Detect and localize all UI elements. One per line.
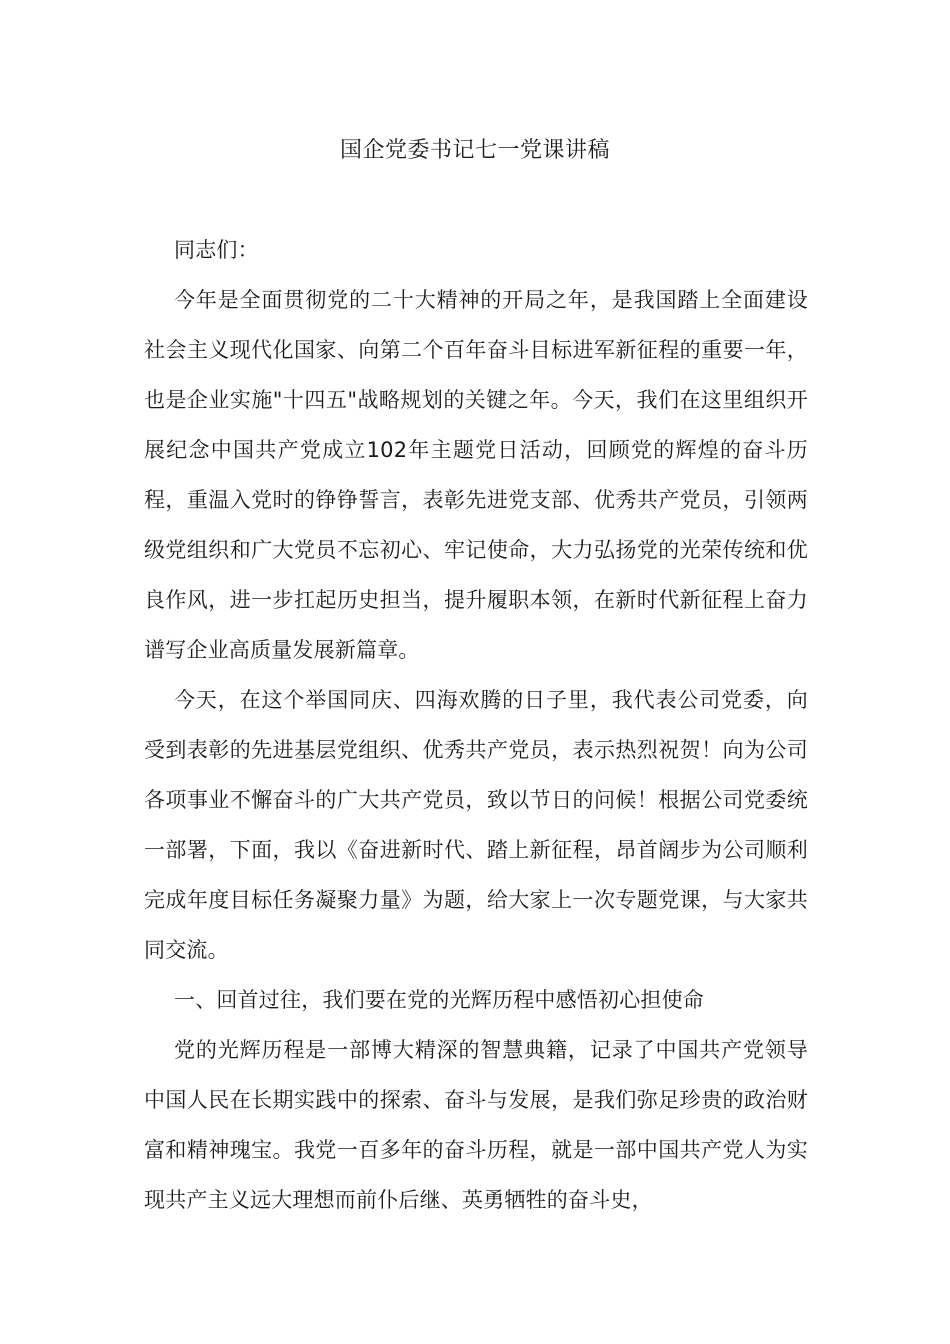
body-paragraph: 党的光辉历程是一部博大精深的智慧典籍，记录了中国共产党领导中国人民在长期实践中的探索、奋斗与发展，是我们弥足珍贵的政治财富和精神瑰宝。我党一百多年的奋斗历程，就是一部中国共产党人为实现共产主义远大理想而前仆后继、英勇牺牲的奋斗史， — [144, 1038, 808, 1212]
section-heading: 一、回首过往，我们要在党的光辉历程中感悟初心担使命 — [174, 988, 704, 1012]
body-paragraph: 今年是全面贯彻党的二十大精神的开局之年，是我国踏上全面建设社会主义现代化国家、向第二个百年奋斗目标进军新征程的重要一年，也是企业实施"十四五"战略规划的关键之年。今天，我们在这里组织开展纪念中国共产党成立102年主题党日活动，回顾党的辉煌的奋斗历程，重温入党时的铮铮誓言，表彰先进党支部、优秀共产党员，引领两级党组织和广大党员不忘初心、牢记使命，大力弘扬党的光荣传统和优良作风，进一步扛起历史担当，提升履职本领，在新时代新征程上奋力谱写企业高质量发展新篇章。 — [144, 288, 808, 662]
body-paragraph: 今天，在这个举国同庆、四海欢腾的日子里，我代表公司党委，向受到表彰的先进基层党组织、优秀共产党员，表示热烈祝贺！向为公司各项事业不懈奋斗的广大共产党员，致以节日的问候！根据公司党委统一部署，下面，我以《奋进新时代、踏上新征程，昂首阔步为公司顺利完成年度目标任务凝聚力量》为题，给大家上一次专题党课，与大家共同交流。 — [144, 688, 808, 962]
document-title: 国企党委书记七一党课讲稿 — [339, 138, 610, 163]
greeting-paragraph: 同志们： — [174, 238, 259, 262]
document-body — [144, 225, 808, 1225]
